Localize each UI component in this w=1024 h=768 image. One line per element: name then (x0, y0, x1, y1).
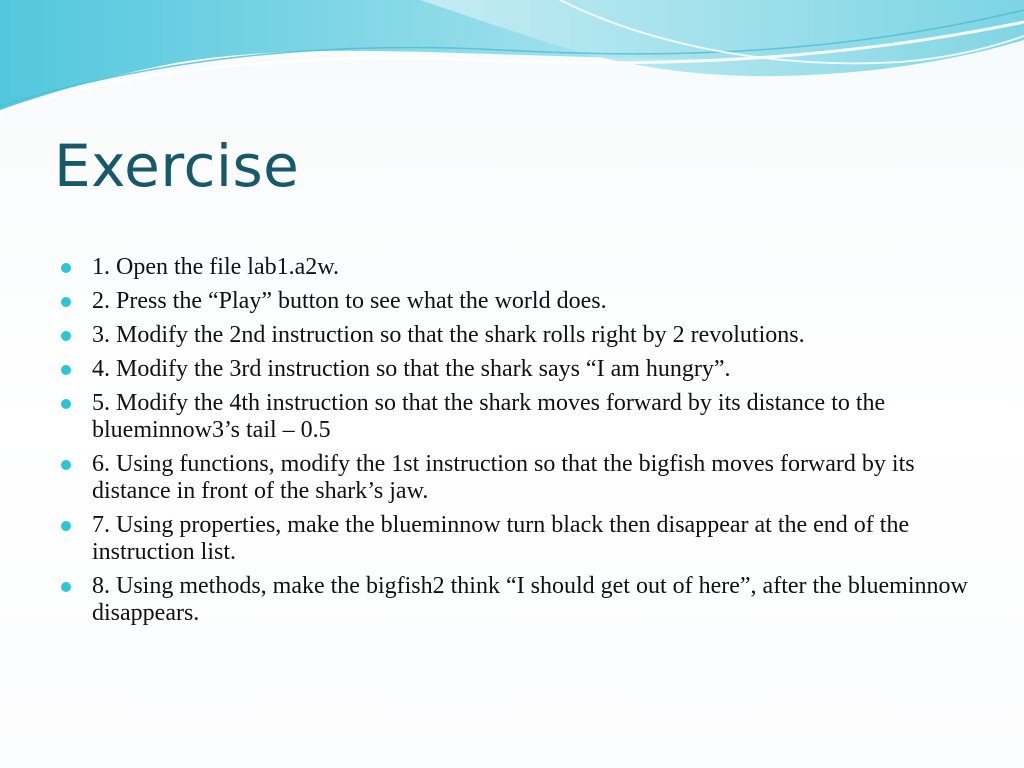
list-item (60, 288, 980, 315)
list-item-text: 7. Using properties, make the blueminnow turn black then disappear at the end of the instruction list. (92, 512, 910, 565)
list-item-text: 8. Using methods, make the bigfish2 think “I should get out of here”, after the blueminnow disappears. (92, 573, 968, 626)
list-item-text: 6. Using functions, modify the 1st instruction so that the bigfish moves forward by its distance in front of the shark’s jaw. (92, 451, 915, 504)
exercise-list (60, 254, 980, 634)
list-item-text: 1. Open the file lab1.a2w. (92, 254, 340, 280)
bullet-dot-icon (61, 399, 71, 409)
decorative-wave-banner (0, 0, 1024, 130)
list-item-text: 5. Modify the 4th instruction so that the shark moves forward by its distance to the blueminnow3’s tail – 0.5 (92, 390, 886, 443)
list-item (60, 254, 980, 281)
list-item (60, 451, 980, 505)
bullet-dot-icon (61, 582, 71, 592)
list-item (60, 390, 980, 444)
bullet-dot-icon (61, 365, 71, 375)
bullet-dot-icon (61, 297, 71, 307)
list-item (60, 356, 980, 383)
list-item-text: 3. Modify the 2nd instruction so that the shark rolls right by 2 revolutions. (92, 322, 805, 348)
bullet-dot-icon (61, 460, 71, 470)
bullet-dot-icon (61, 521, 71, 531)
list-item (60, 322, 980, 349)
bullet-dot-icon (61, 331, 71, 341)
list-item-text: 2. Press the “Play” button to see what the world does. (92, 288, 607, 314)
list-item-text: 4. Modify the 3rd instruction so that the shark says “I am hungry”. (92, 356, 731, 382)
bullet-dot-icon (61, 263, 71, 273)
list-item (60, 573, 980, 627)
slide-title: Exercise (54, 132, 300, 200)
list-item (60, 512, 980, 566)
